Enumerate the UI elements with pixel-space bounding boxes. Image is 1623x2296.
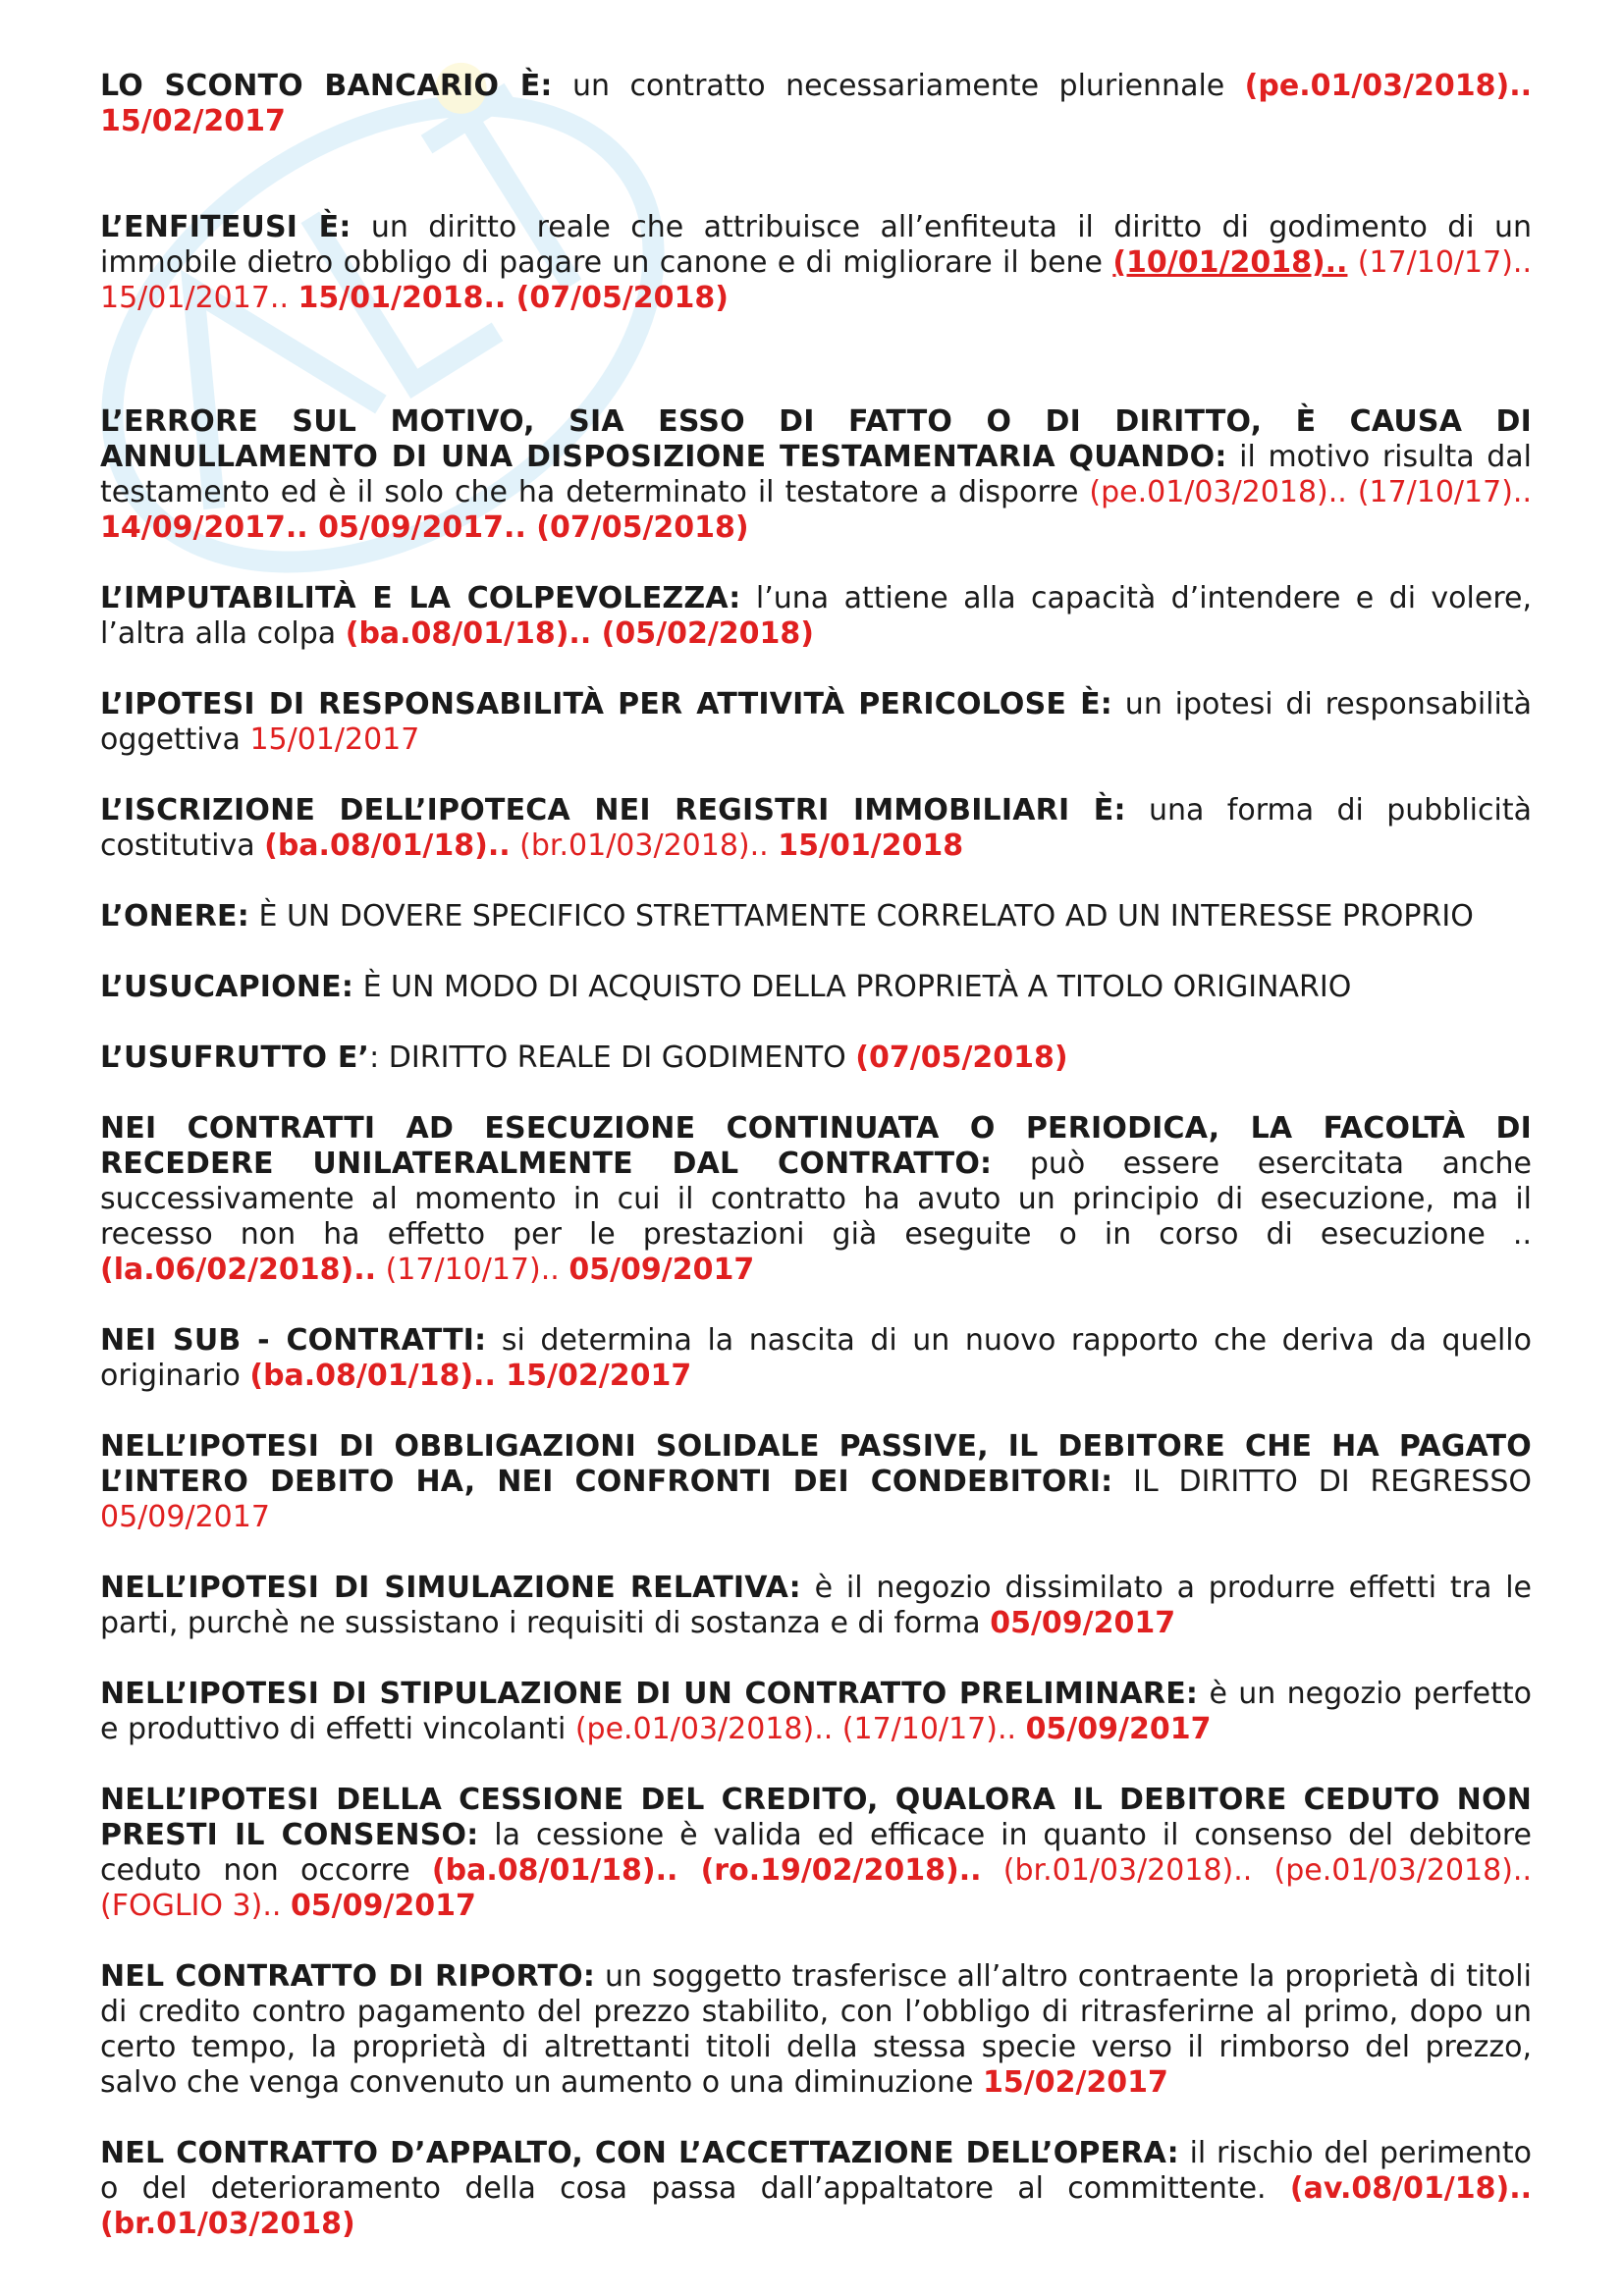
- answer: è il negozio dissimilato a produrre effetti tra le parti, purchè ne sussistano i requisiti di sostanza e di forma: [100, 1571, 1532, 1640]
- question: NELL’IPOTESI DELLA CESSIONE DEL CREDITO, QUALORA IL DEBITORE CEDUTO NON PRESTI IL CONSENSO:: [100, 1783, 1532, 1852]
- entry-contratti-esecuzione-continuata: [100, 1111, 1532, 1288]
- exam-dates: 05/09/2017: [990, 1606, 1176, 1640]
- question: L’USUFRUTTO E’: [100, 1041, 370, 1075]
- answer: È UN DOVERE SPECIFICO STRETTAMENTE CORRELATO AD UN INTERESSE PROPRIO: [248, 899, 1474, 934]
- answer: il rischio del perimento o del deterioramento della cosa passa dall’appaltatore al committente.: [100, 2136, 1532, 2206]
- exam-dates: 05/09/2017: [100, 1500, 270, 1534]
- exam-dates-bold: (la.06/02/2018)..: [100, 1253, 377, 1287]
- question: NEI CONTRATTI AD ESECUZIONE CONTINUATA O PERIODICA, LA FACOLTÀ DI RECEDERE UNILATERALMENTE DAL CONTRATTO:: [100, 1111, 1532, 1181]
- entry-usucapione: [100, 970, 1532, 1005]
- exam-dates: (17/10/17)..: [376, 1253, 569, 1287]
- question: NELL’IPOTESI DI SIMULAZIONE RELATIVA:: [100, 1571, 801, 1605]
- answer: un diritto reale che attribuisce all’enfiteuta il diritto di godimento di un immobile dietro obbligo di pagare un canone e di migliorare il bene: [100, 210, 1532, 280]
- entry-onere: [100, 899, 1532, 934]
- question: LO SCONTO BANCARIO È:: [100, 69, 553, 103]
- question: NELL’IPOTESI DI OBBLIGAZIONI SOLIDALE PASSIVE, IL DEBITORE CHE HA PAGATO L’INTERO DEBITO HA, NEI CONFRONTI DEI CONDEBITORI:: [100, 1429, 1532, 1499]
- entry-contratto-preliminare: [100, 1677, 1532, 1747]
- answer: il motivo risulta dal testamento ed è il solo che ha determinato il testatore a disporre: [100, 440, 1532, 509]
- document-body: [100, 69, 1532, 2277]
- entry-sconto-bancario: [100, 69, 1532, 139]
- answer: un ipotesi di responsabilità oggettiva: [100, 687, 1532, 757]
- answer: : DIRITTO REALE DI GODIMENTO: [369, 1041, 856, 1075]
- exam-dates-bold: 05/09/2017: [290, 1889, 476, 1923]
- exam-dates-bold: 05/09/2017: [568, 1253, 755, 1287]
- answer: IL DIRITTO DI REGRESSO: [1112, 1465, 1532, 1499]
- exam-dates-bold: 05/09/2017: [1025, 1712, 1212, 1746]
- question: L’ERRORE SUL MOTIVO, SIA ESSO DI FATTO O DI DIRITTO, È CAUSA DI ANNULLAMENTO DI UNA DISPOSIZIONE TESTAMENTARIA QUANDO:: [100, 404, 1532, 474]
- question: NELL’IPOTESI DI STIPULAZIONE DI UN CONTRATTO PRELIMINARE:: [100, 1677, 1199, 1711]
- entry-attivita-pericolose: [100, 687, 1532, 758]
- answer: la cessione è valida ed efficace in quanto il consenso del debitore ceduto non occorre: [100, 1818, 1532, 1888]
- exam-dates-bold: 15/01/2018: [778, 828, 964, 863]
- answer: l’una attiene alla capacità d’intendere e di volere, l’altra alla colpa: [100, 581, 1532, 651]
- entry-simulazione-relativa: [100, 1571, 1532, 1641]
- entry-imputabilita: [100, 581, 1532, 652]
- exam-dates: (br.01/03/2018).. (pe.01/03/2018).. (FOGLIO 3)..: [100, 1853, 1532, 1923]
- exam-dates: (07/05/2018): [855, 1041, 1068, 1075]
- answer: può essere esercitata anche successivamente al momento in cui il contratto ha avuto un principio di esecuzione, ma il recesso non ha effetto per le prestazioni già eseguite o in corso di esecuzione ..: [100, 1147, 1532, 1252]
- question: NEI SUB - CONTRATTI:: [100, 1323, 487, 1358]
- entry-usufrutto: [100, 1041, 1532, 1076]
- exam-dates-bold: 14/09/2017.. 05/09/2017.. (07/05/2018): [100, 510, 749, 545]
- exam-dates: (pe.01/03/2018).. (17/10/17)..: [574, 1712, 1026, 1746]
- entry-errore-motivo: [100, 404, 1532, 546]
- exam-dates: (17/10/17).. 15/01/2017..: [100, 245, 1532, 315]
- exam-dates: (av.08/01/18).. (br.01/03/2018): [100, 2171, 1532, 2241]
- question: L’ONERE:: [100, 899, 249, 934]
- exam-date-underlined: (10/01/2018)..: [1112, 245, 1348, 280]
- question: NEL CONTRATTO DI RIPORTO:: [100, 1959, 596, 1994]
- question: L’IPOTESI DI RESPONSABILITÀ PER ATTIVITÀ PERICOLOSE È:: [100, 687, 1112, 721]
- exam-dates: (br.01/03/2018)..: [510, 828, 779, 863]
- exam-dates: (pe.01/03/2018).. (17/10/17)..: [1089, 475, 1532, 509]
- entry-cessione-credito: [100, 1783, 1532, 1924]
- exam-dates-bold: 15/01/2018.. (07/05/2018): [298, 281, 730, 315]
- exam-dates: 15/02/2017: [983, 2065, 1168, 2100]
- exam-dates: (ba.08/01/18).. 15/02/2017: [249, 1359, 692, 1393]
- exam-dates: 15/01/2017: [249, 722, 420, 757]
- entry-contratto-riporto: [100, 1959, 1532, 2101]
- entry-sub-contratti: [100, 1323, 1532, 1394]
- exam-dates-bold: (ba.08/01/18)..: [264, 828, 511, 863]
- entry-obbligazioni-solidali: [100, 1429, 1532, 1535]
- question: L’USUCAPIONE:: [100, 970, 354, 1004]
- exam-dates: (pe.01/03/2018).. 15/02/2017: [100, 69, 1532, 138]
- answer: un soggetto trasferisce all’altro contraente la proprietà di titoli di credito contro pagamento del prezzo stabilito, con l’obbligo di ritrasferirne al primo, dopo un certo tempo, la proprietà di altrettanti titoli della stessa specie verso il rimborso del prezzo, salvo che venga convenuto un aumento o una diminuzione: [100, 1959, 1532, 2100]
- question: L’ENFITEUSI È:: [100, 210, 352, 244]
- answer: si determina la nascita di un nuovo rapporto che deriva da quello originario: [100, 1323, 1532, 1393]
- exam-dates: (ba.08/01/18).. (05/02/2018): [345, 616, 814, 651]
- exam-dates-bold: (ba.08/01/18).. (ro.19/02/2018)..: [431, 1853, 982, 1888]
- entry-contratto-appalto: [100, 2136, 1532, 2242]
- answer: È UN MODO DI ACQUISTO DELLA PROPRIETÀ A TITOLO ORIGINARIO: [353, 970, 1352, 1004]
- answer: è un negozio perfetto e produttivo di effetti vincolanti: [100, 1677, 1533, 1746]
- question: L’IMPUTABILITÀ E LA COLPEVOLEZZA:: [100, 581, 741, 615]
- question: NEL CONTRATTO D’APPALTO, CON L’ACCETTAZIONE DELL’OPERA:: [100, 2136, 1179, 2170]
- entry-enfiteusi: [100, 210, 1532, 316]
- question: L’ISCRIZIONE DELL’IPOTECA NEI REGISTRI IMMOBILIARI È:: [100, 793, 1126, 828]
- answer: una forma di pubblicità costitutiva: [100, 793, 1532, 863]
- answer: un contratto necessariamente pluriennale: [552, 69, 1245, 103]
- entry-iscrizione-ipoteca: [100, 793, 1532, 864]
